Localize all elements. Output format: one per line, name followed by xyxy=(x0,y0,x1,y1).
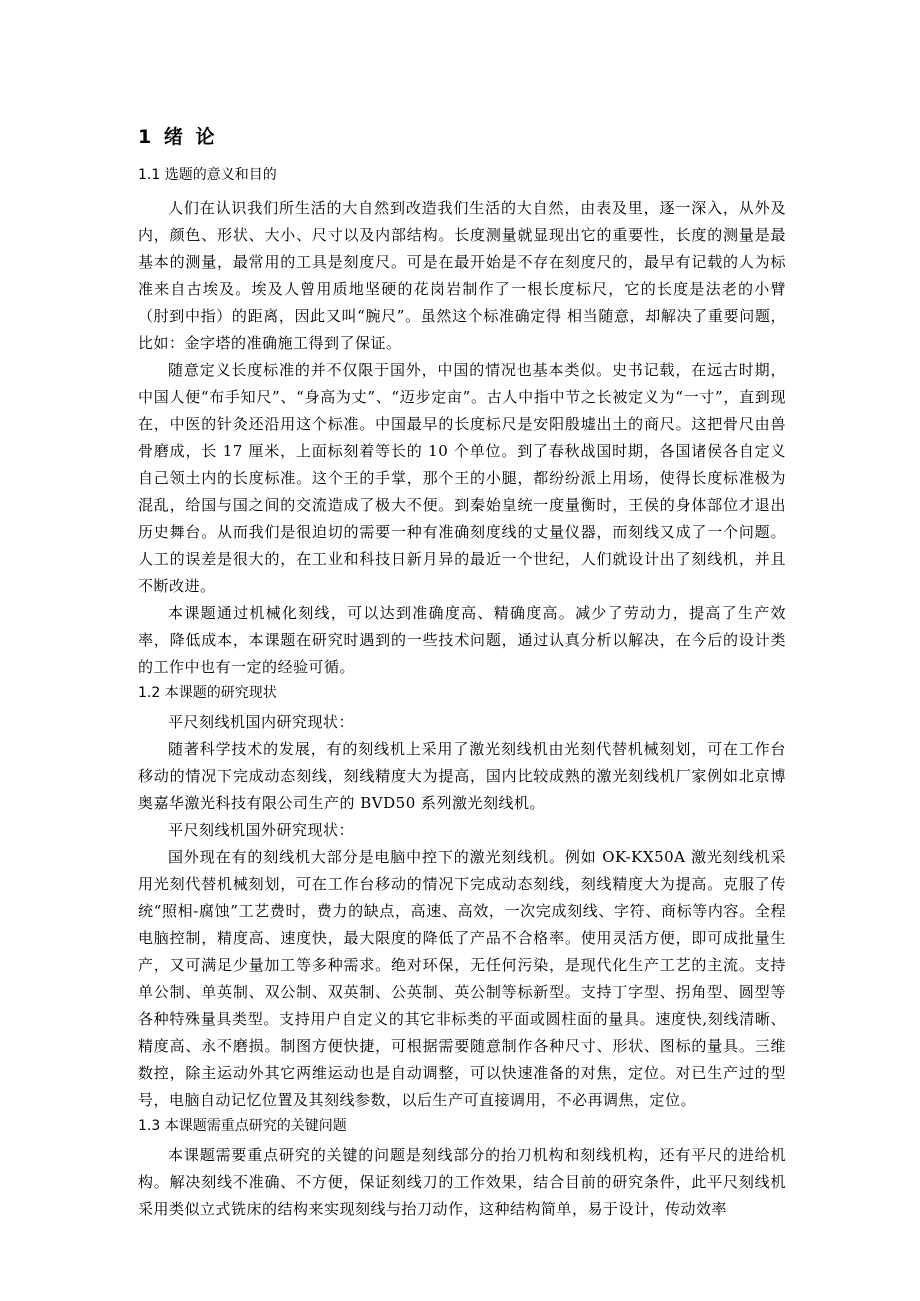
document-body xyxy=(138,122,786,1223)
section-1-3 xyxy=(138,1114,786,1223)
section-1-1 xyxy=(138,163,786,681)
paragraph: 随意定义长度标准的并不仅限于国外，中国的情况也基本类似。史书记载，在远古时期，中国人便“布手知尺”、“身高为丈”、“迈步定亩”。古人中指中节之长被定义为“一寸”，直到现在，中医的针灸还沿用这个标准。中国最早的长度标尺是安阳殷墟出土的商尺。这把骨尺由兽骨磨成，长 17 厘米，上面标刻着等长的 10 个单位。到了春秋战国时期，各国诸侯各自定义自己领土内的长度标准。这个王的手掌，那个王的小腿，都纷纷派上用场，使得长度标准极为混乱，给国与国之间的交流造成了极大不便。到秦始皇统一度量衡时，王侯的身体部位才退出历史舞台。从而我们是很迫切的需要一种有准确刻度线的丈量仪器，而刻线又成了一个问题。人工的误差是很大的，在工业和科技日新月异的最近一个世纪，人们就设计出了刻线机，并且不断改进。 xyxy=(138,361,786,595)
paragraph: 本课题需要重点研究的关键的问题是刻线部分的抬刀机构和刻线机构，还有平尺的进给机构。解决刻线不准确、不方便，保证刻线刀的工作效果，结合目前的研究条件，此平尺刻线机采用类似立式铣床的结构来实现刻线与抬刀动作，这种结构简单，易于设计，传动效率 xyxy=(138,1146,786,1218)
chapter-title: 1 绪 论 xyxy=(138,126,218,148)
paragraph: 本课题通过机械化刻线，可以达到准确度高、精确度高。减少了劳动力，提高了生产效率，降低成本，本课题在研究时遇到的一些技术问题，通过认真分析以解决，在今后的设计类的工作中也有一定的经验可循。 xyxy=(138,604,786,676)
paragraph: 随著科学技术的发展，有的刻线机上采用了激光刻线机由光刻代替机械刻划，可在工作台移动的情况下完成动态刻线，刻线精度大为提高，国内比较成熟的激光刻线机厂家例如北京博奥嘉华激光科技有限公司生产的 BVD50 系列激光刻线机。 xyxy=(138,740,786,812)
section-heading: 1.3 本课题需重点研究的关键问题 xyxy=(138,1118,347,1134)
section-heading: 1.2 本课题的研究现状 xyxy=(138,685,277,701)
paragraph: 人们在认识我们所生活的大自然到改造我们生活的大自然，由表及里，逐一深入，从外及内，颜色、形状、大小、尺寸以及内部结构。长度测量就显现出它的重要性，长度的测量是最基本的测量，最常用的工具是刻度尺。可是在最开始是不存在刻度尺的，最早有记载的人为标准来自古埃及。埃及人曾用质地坚硬的花岗岩制作了一根长度标尺，它的长度是法老的小臂（肘到中指）的距离，因此又叫“腕尺”。虽然这个标准确定得 相当随意，却解决了重要问题，比如：金字塔的准确施工得到了保证。 xyxy=(138,199,786,352)
section-heading: 1.1 选题的意义和目的 xyxy=(138,167,277,183)
subheading-paragraph: 平尺刻线机国内研究现状： xyxy=(168,713,355,731)
subheading-paragraph: 平尺刻线机国外研究现状： xyxy=(168,821,355,839)
paragraph: 国外现在有的刻线机大部分是电脑中控下的激光刻线机。例如 OK-KX50A 激光刻线机采用光刻代替机械刻划，可在工作台移动的情况下完成动态刻线，刻线精度大为提高。克服了传统“照相-腐蚀”工艺费时，费力的缺点，高速、高效，一次完成刻线、字符、商标等内容。全程电脑控制，精度高、速度快，最大限度的降低了产品不合格率。使用灵活方便，即可成批量生产，又可满足少量加工等多种需求。绝对环保，无任何污染，是现代化生产工艺的主流。支持单公制、单英制、双公制、双英制、公英制、英公制等标新型。支持丁字型、拐角型、圆型等各种特殊量具类型。支持用户自定义的其它非标类的平面或圆柱面的量具。速度快,刻线清晰、精度高、永不磨损。制图方便快捷，可根据需要随意制作各种尺寸、形状、图标的量具。三维数控，除主运动外其它两维运动也是自动调整，可以快速准备的对焦，定位。对已生产过的型号，电脑自动记忆位置及其刻线参数，以后生产可直接调用，不必再调焦，定位。 xyxy=(138,848,786,1109)
section-1-2 xyxy=(138,681,786,1114)
